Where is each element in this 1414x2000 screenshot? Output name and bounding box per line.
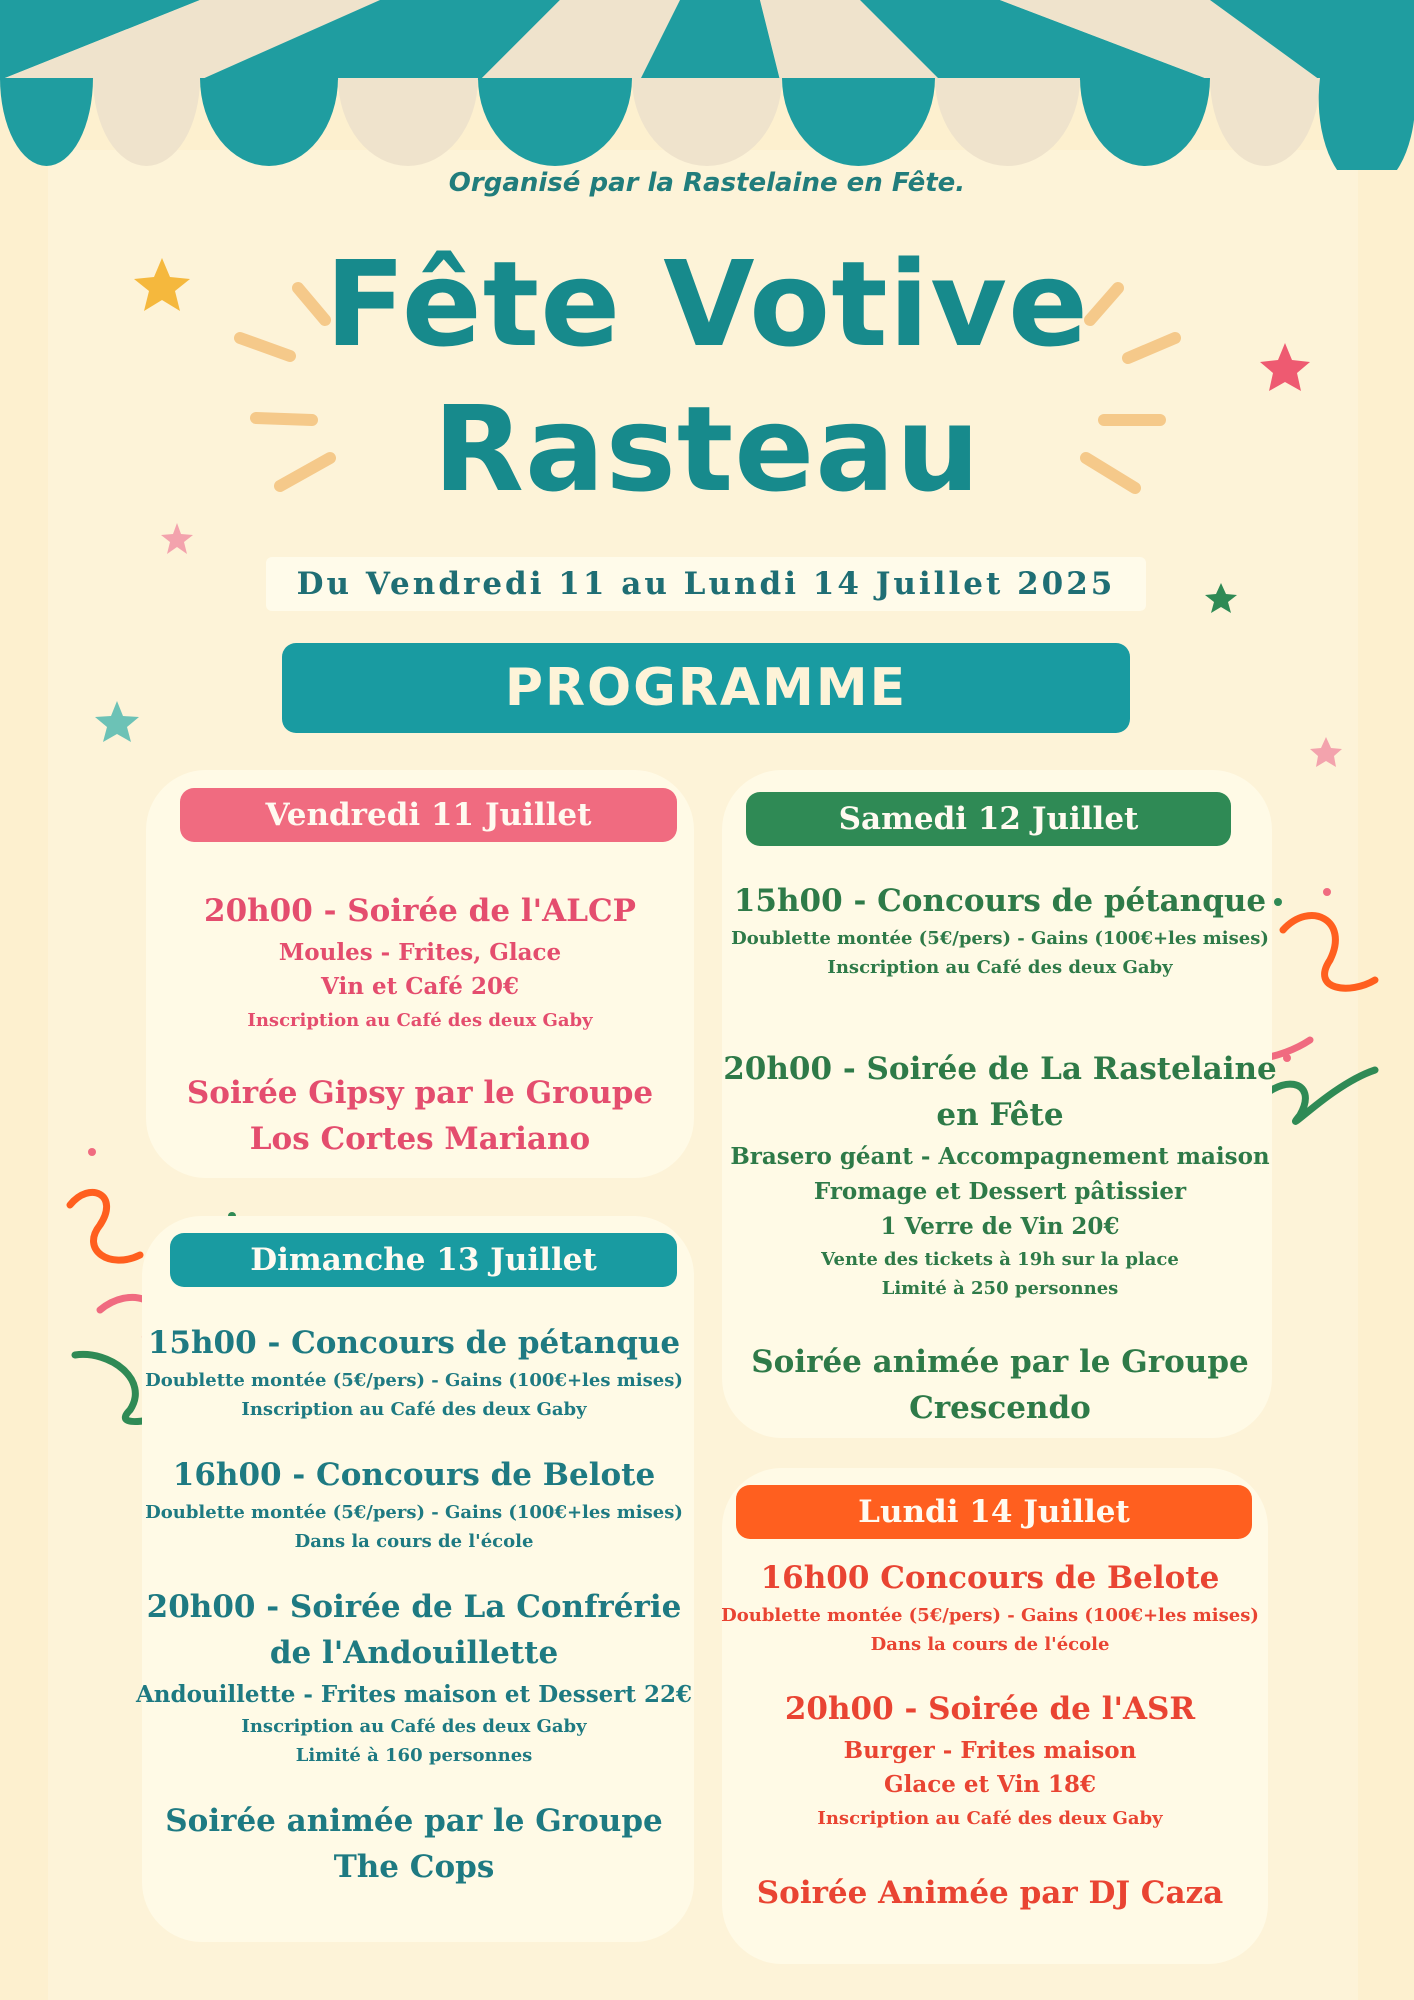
awning-scallops: [0, 78, 1414, 170]
friday-evening-line1: Soirée Gipsy par le Groupe: [186, 1075, 654, 1111]
sunday-event2-detail1: Doublette montée (5€/pers) - Gains (100€+les mises): [145, 1502, 683, 1523]
sunday-event3-heading-line2: de l'Andouillette: [269, 1635, 559, 1671]
sunday-note1: Inscription au Café des deux Gaby: [241, 1716, 587, 1737]
friday-menu-line1: Moules - Frites, Glace: [278, 939, 562, 966]
day-label-saturday: Samedi 12 Juillet: [746, 792, 1231, 846]
event-dates: Du Vendredi 11 au Lundi 14 Juillet 2025: [266, 557, 1146, 611]
organizer-credit: Organisé par la Rastelaine en Fête.: [448, 168, 966, 198]
sunday-evening-line2: The Cops: [333, 1849, 495, 1885]
monday-event1-detail1: Doublette montée (5€/pers) - Gains (100€+les mises): [721, 1605, 1259, 1626]
saturday-menu-line1: Brasero géant - Accompagnement maison: [730, 1143, 1270, 1170]
saturday-evening-line2: Crescendo: [909, 1390, 1091, 1426]
saturday-event2-heading-line2: en Fête: [936, 1097, 1064, 1133]
saturday-note1: Vente des tickets à 19h sur la place: [821, 1249, 1179, 1270]
sunday-event2-detail2: Dans la cours de l'école: [294, 1531, 534, 1552]
awning-illustration: [0, 0, 1414, 170]
friday-event-heading: 20h00 - Soirée de l'ALCP: [204, 893, 636, 929]
event-title-line2: Rasteau: [433, 380, 981, 518]
saturday-evening-line1: Soirée animée par le Groupe: [751, 1344, 1249, 1380]
day-label-sunday: Dimanche 13 Juillet: [170, 1233, 677, 1287]
sunday-evening-line1: Soirée animée par le Groupe: [165, 1803, 663, 1839]
monday-event1-heading: 16h00 Concours de Belote: [760, 1560, 1220, 1596]
event-title-line1: Fête Votive: [324, 235, 1090, 373]
monday-note: Inscription au Café des deux Gaby: [817, 1808, 1163, 1829]
day-label-friday: Vendredi 11 Juillet: [180, 788, 677, 842]
saturday-event1-detail2: Inscription au Café des deux Gaby: [827, 957, 1173, 978]
monday-menu-line2: Glace et Vin 18€: [883, 1771, 1097, 1798]
saturday-event1-detail1: Doublette montée (5€/pers) - Gains (100€+les mises): [731, 928, 1269, 949]
day-label-monday: Lundi 14 Juillet: [736, 1485, 1252, 1539]
saturday-event1-heading: 15h00 - Concours de pétanque: [733, 883, 1267, 919]
sunday-event2-heading: 16h00 - Concours de Belote: [172, 1457, 656, 1493]
sunday-event1-heading: 15h00 - Concours de pétanque: [147, 1325, 681, 1361]
saturday-note2: Limité à 250 personnes: [881, 1278, 1119, 1299]
sunday-event1-detail1: Doublette montée (5€/pers) - Gains (100€+les mises): [145, 1370, 683, 1391]
saturday-menu-line2: Fromage et Dessert pâtissier: [813, 1178, 1187, 1205]
sunday-event3-heading-line1: 20h00 - Soirée de La Confrérie: [146, 1589, 682, 1625]
friday-evening-line2: Los Cortes Mariano: [249, 1121, 591, 1157]
friday-menu-line2: Vin et Café 20€: [321, 973, 519, 1000]
monday-event2-heading: 20h00 - Soirée de l'ASR: [784, 1691, 1196, 1727]
monday-evening: Soirée Animée par DJ Caza: [756, 1875, 1224, 1911]
monday-menu-line1: Burger - Frites maison: [843, 1737, 1137, 1764]
friday-note: Inscription au Café des deux Gaby: [247, 1010, 593, 1031]
monday-event1-detail2: Dans la cours de l'école: [870, 1634, 1110, 1655]
sunday-menu: Andouillette - Frites maison et Dessert 22€: [135, 1681, 693, 1708]
sunday-note2: Limité à 160 personnes: [295, 1745, 533, 1766]
programme-banner: PROGRAMME: [282, 643, 1130, 733]
awning-stripes: [0, 0, 1414, 80]
saturday-event2-heading-line1: 20h00 - Soirée de La Rastelaine: [723, 1051, 1277, 1087]
sunday-event1-detail2: Inscription au Café des deux Gaby: [241, 1399, 587, 1420]
saturday-menu-line3: 1 Verre de Vin 20€: [880, 1213, 1120, 1240]
